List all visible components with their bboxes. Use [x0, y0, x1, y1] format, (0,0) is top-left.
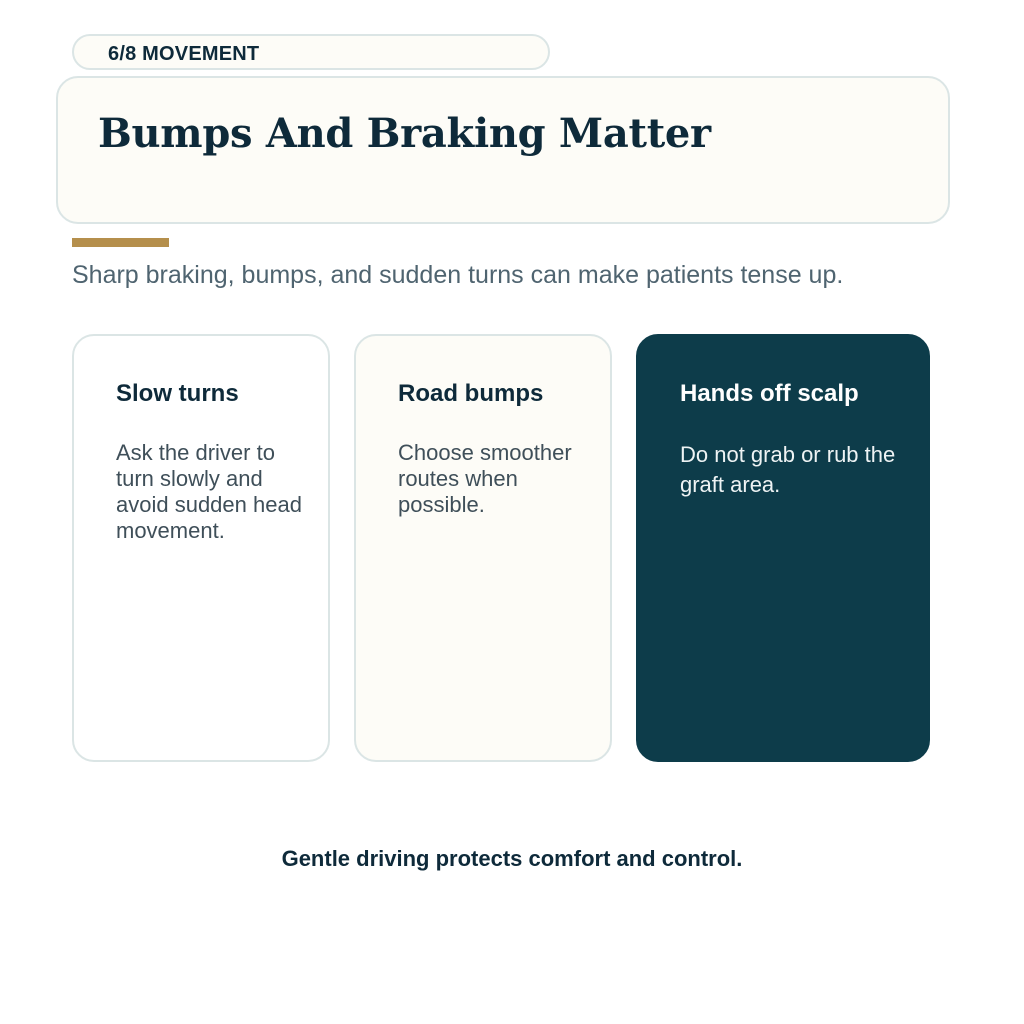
- step-indicator: [72, 34, 550, 70]
- tip-card-slow-turns: [72, 334, 330, 762]
- tip-card-road-bumps: [354, 334, 612, 762]
- card-title: Hands off scalp: [680, 380, 859, 407]
- tip-card-hands-off-scalp: [636, 334, 930, 762]
- card-body: Do not grab or rub the graft area.: [680, 442, 896, 497]
- card-title: Slow turns: [116, 380, 239, 407]
- page-subtitle: Sharp braking, bumps, and sudden turns can make patients tense up.: [72, 261, 844, 289]
- title-card: [56, 76, 950, 224]
- card-body: Ask the driver to turn slowly and avoid sudden head movement.: [116, 440, 302, 543]
- page-title: Bumps And Braking Matter: [98, 110, 711, 157]
- card-body: Choose smoother routes when possible.: [398, 440, 572, 517]
- step-label: 6/8 MOVEMENT: [108, 43, 260, 65]
- card-title: Road bumps: [398, 380, 544, 407]
- accent-divider: [72, 238, 169, 247]
- footer-note: Gentle driving protects comfort and control.: [281, 846, 743, 871]
